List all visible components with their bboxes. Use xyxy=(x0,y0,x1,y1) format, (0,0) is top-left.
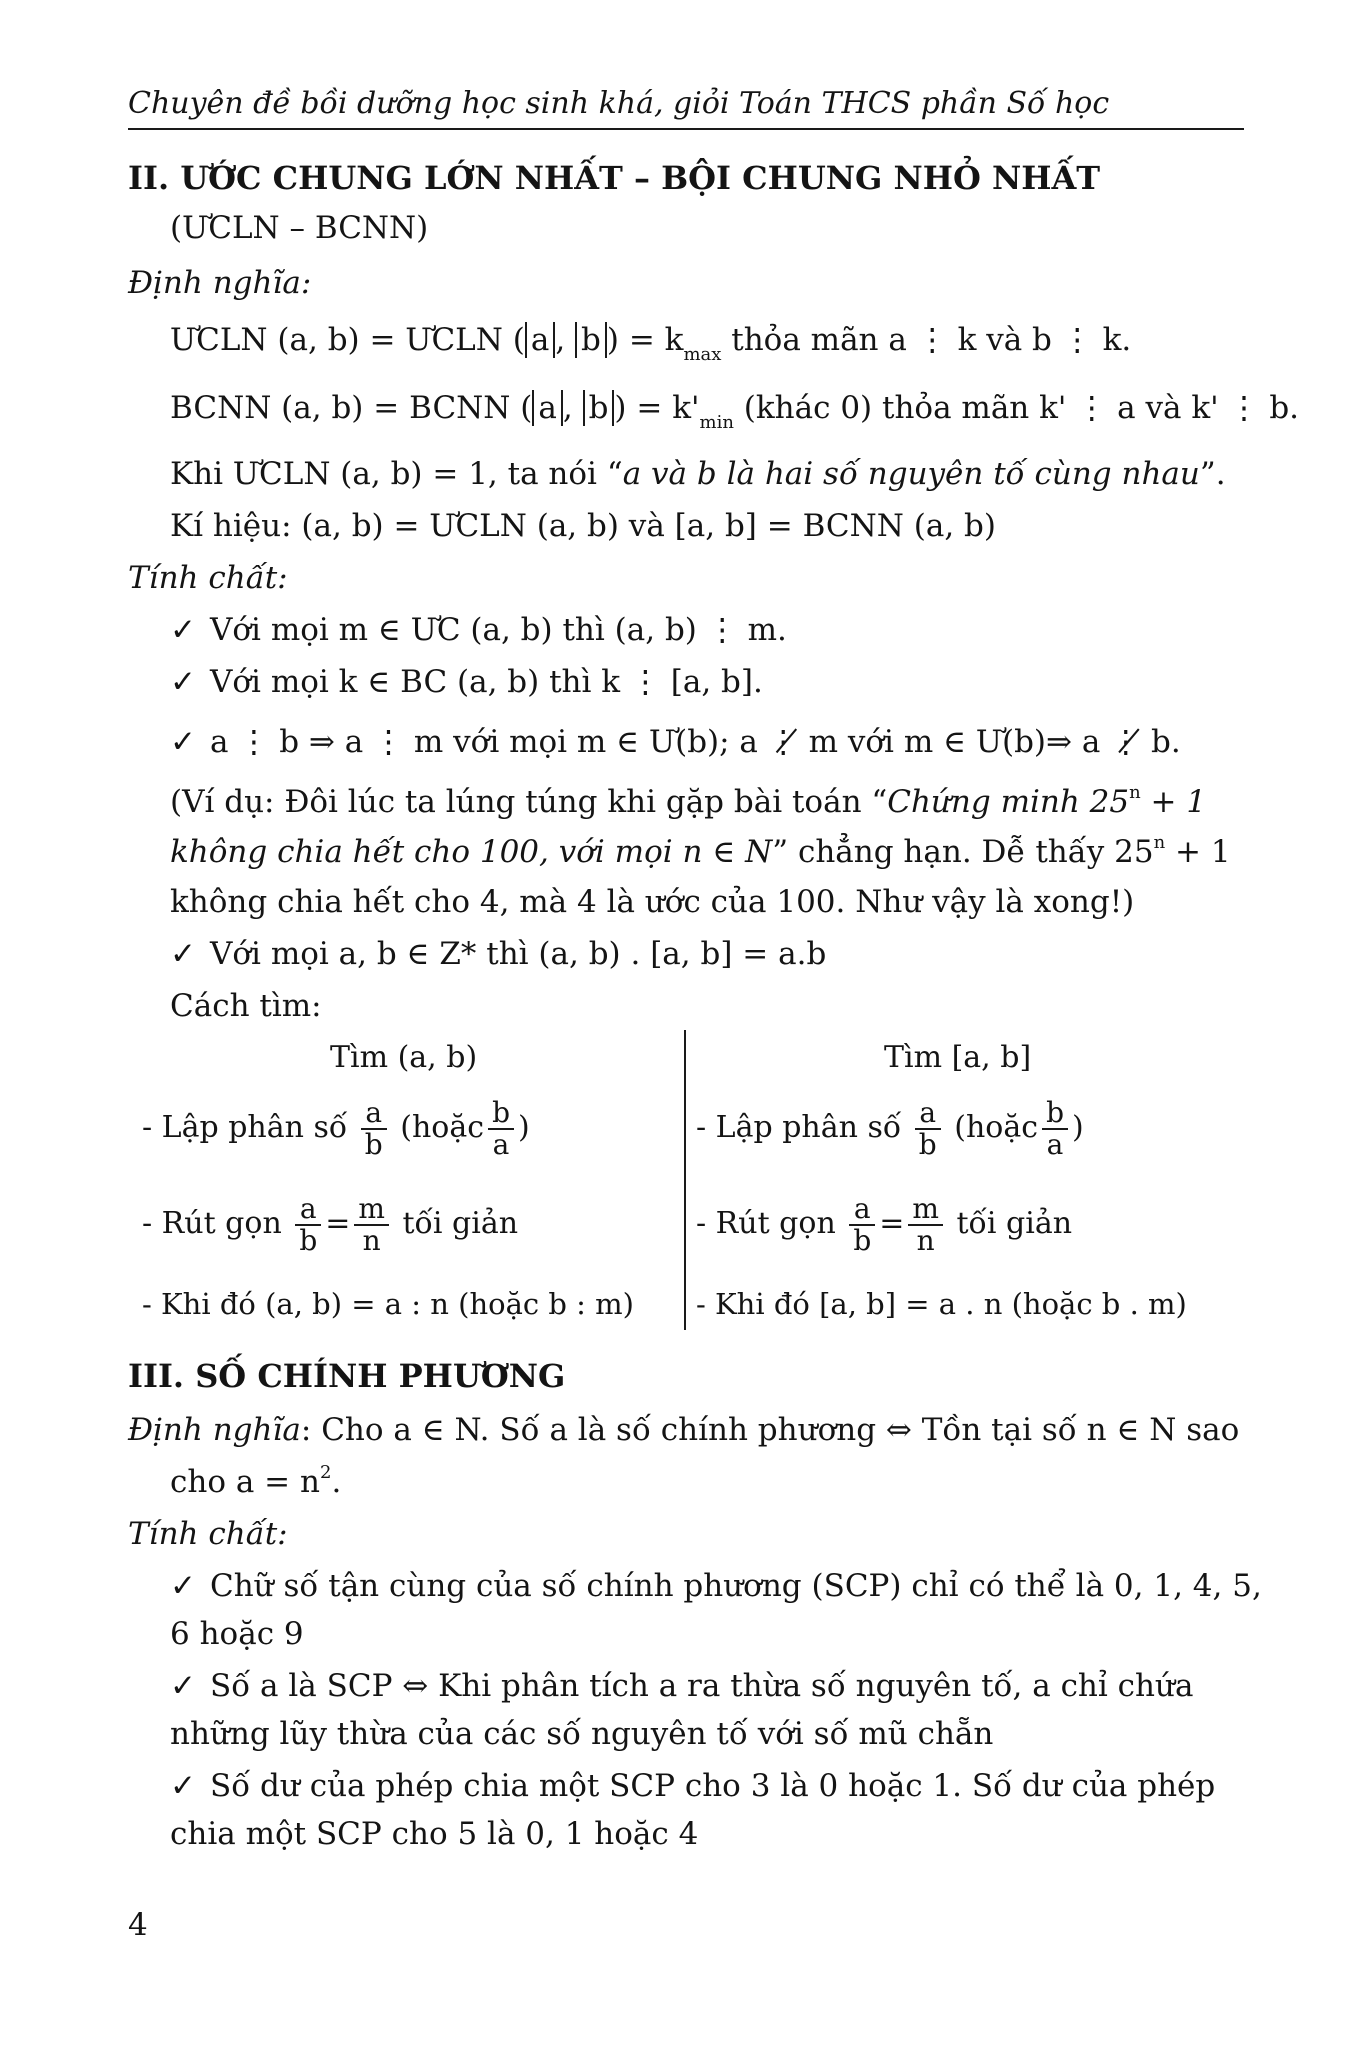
numerator: b xyxy=(1042,1098,1068,1130)
denominator: n xyxy=(916,1224,935,1257)
check-icon: ✓ xyxy=(170,936,196,972)
coprime-statement xyxy=(170,454,1226,494)
subscript-max: max xyxy=(683,344,722,365)
example-l1-pre: (Ví dụ: Đôi lúc ta lúng túng khi gặp bài toán “ xyxy=(170,784,888,820)
properties-label: Tính chất: xyxy=(128,560,288,596)
square-property-2-cont: những lũy thừa của các số nguyên tố với số mũ chẵn xyxy=(170,1716,994,1752)
check-icon: ✓ xyxy=(170,1768,196,1804)
check-icon: ✓ xyxy=(170,724,196,760)
example-line-3: không chia hết cho 4, mà 4 là ước của 100. Như vậy là xong!) xyxy=(170,884,1135,920)
fraction-a-over-b xyxy=(915,1098,941,1160)
definition-label-text: Định nghĩa xyxy=(128,265,301,301)
property-4-text: Với mọi a, b ∈ Z* thì (a, b) . [a, b] = a.b xyxy=(210,936,827,972)
denominator: b xyxy=(364,1128,383,1161)
table-right-row-1 xyxy=(696,1098,1084,1160)
denominator: n xyxy=(362,1224,381,1257)
superscript-2: 2 xyxy=(319,1462,332,1483)
page-number: 4 xyxy=(128,1907,148,1943)
square-p2-l1: Số a là SCP ⇔ Khi phân tích a ra thừa số nguyên tố, a chỉ chứa xyxy=(210,1668,1194,1704)
property-3-text: a ⋮ b ⇒ a ⋮ m với mọi m ∈ Ư(b); a ⋮̸ m với m ∈ Ư(b)⇒ a ⋮̸ b. xyxy=(210,724,1181,760)
property-1 xyxy=(170,610,787,650)
check-icon: ✓ xyxy=(170,1568,196,1604)
numerator: b xyxy=(488,1098,514,1130)
square-def-l2-pre: cho a = n xyxy=(170,1464,320,1500)
section-3-title: III. SỐ CHÍNH PHƯƠNG xyxy=(128,1357,566,1395)
gcd-definition xyxy=(170,320,1131,365)
square-definition-line-2 xyxy=(170,1462,341,1507)
denominator: a xyxy=(1046,1128,1064,1161)
row1-pre: - Lập phân số xyxy=(696,1110,902,1145)
example-line-1 xyxy=(170,782,1206,827)
check-icon: ✓ xyxy=(170,664,196,700)
lcm-definition xyxy=(170,388,1299,433)
check-icon: ✓ xyxy=(170,612,196,648)
fraction-a-over-b xyxy=(361,1098,387,1160)
header-rule xyxy=(128,128,1244,130)
numerator: a xyxy=(849,1194,875,1226)
abs-b: b xyxy=(575,322,607,358)
table-right-row-2 xyxy=(696,1194,1072,1256)
numerator: a xyxy=(361,1098,387,1130)
table-left-row-3: - Khi đó (a, b) = a : n (hoặc b : m) xyxy=(142,1287,634,1321)
comma: , xyxy=(555,322,576,358)
denominator: b xyxy=(299,1224,318,1257)
coprime-italic: a và b là hai số nguyên tố cùng nhau xyxy=(622,456,1200,492)
row1-pre: - Lập phân số xyxy=(142,1110,348,1145)
square-property-1 xyxy=(170,1566,1262,1606)
running-head: Chuyên đề bồi dưỡng học sinh khá, giỏi Toán THCS phần Số học xyxy=(128,86,1110,121)
row1-post: ) xyxy=(518,1110,530,1145)
example-l2-italic: không chia hết cho 100, với mọi n ∈ N xyxy=(170,834,773,870)
example-l1-italic-2: + 1 xyxy=(1140,784,1207,820)
abs-b: b xyxy=(583,390,615,426)
comma: , xyxy=(562,390,583,426)
method-label: Cách tìm: xyxy=(170,988,322,1024)
coprime-pre: Khi ƯCLN (a, b) = 1, ta nói “ xyxy=(170,456,623,492)
section-2-subtitle: (ƯCLN – BCNN) xyxy=(170,210,429,246)
property-3 xyxy=(170,722,1181,762)
example-l1-italic: Chứng minh 25 xyxy=(887,784,1130,820)
square-p1-l1: Chữ số tận cùng của số chính phương (SCP) chỉ có thể là 0, 1, 4, 5, xyxy=(210,1568,1262,1604)
abs-a: a xyxy=(532,390,562,426)
coprime-post: ”. xyxy=(1199,456,1226,492)
square-p3-l1: Số dư của phép chia một SCP cho 3 là 0 hoặc 1. Số dư của phép xyxy=(210,1768,1216,1804)
property-1-text: Với mọi m ∈ ƯC (a, b) thì (a, b) ⋮ m. xyxy=(210,612,787,648)
lcm-def-rhs: ) = k' xyxy=(614,390,700,426)
fraction-b-over-a xyxy=(488,1098,514,1160)
abs-a: a xyxy=(525,322,555,358)
gcd-def-rhs: ) = k xyxy=(606,322,684,358)
row2-pre: - Rút gọn xyxy=(142,1206,282,1241)
example-line-2 xyxy=(170,832,1231,877)
table-right-row-3: - Khi đó [a, b] = a . n (hoặc b . m) xyxy=(696,1287,1187,1321)
property-2 xyxy=(170,662,763,702)
row1-mid: (hoặc xyxy=(954,1110,1039,1145)
square-def-text: : Cho a ∈ N. Số a là số chính phương ⇔ Tồn tại số n ∈ N sao xyxy=(300,1412,1240,1448)
denominator: b xyxy=(918,1128,937,1161)
gcd-def-lhs: ƯCLN (a, b) = ƯCLN ( xyxy=(170,322,525,358)
numerator: m xyxy=(354,1194,389,1226)
square-properties-label: Tính chất: xyxy=(128,1516,288,1552)
property-4 xyxy=(170,934,826,974)
row2-pre: - Rút gọn xyxy=(696,1206,836,1241)
square-property-3 xyxy=(170,1766,1215,1806)
fraction-b-over-a xyxy=(1042,1098,1068,1160)
property-2-text: Với mọi k ∈ BC (a, b) thì k ⋮ [a, b]. xyxy=(210,664,763,700)
table-left-header: Tìm (a, b) xyxy=(330,1040,478,1075)
fraction-a-over-b xyxy=(295,1194,321,1256)
fraction-m-over-n xyxy=(354,1194,389,1256)
equals-sign: = xyxy=(879,1206,905,1241)
square-definition-line-1 xyxy=(128,1410,1239,1450)
section-2-title: II. ƯỚC CHUNG LỚN NHẤT – BỘI CHUNG NHỎ NHẤT xyxy=(128,159,1101,197)
table-left-row-2 xyxy=(142,1194,518,1256)
denominator: a xyxy=(492,1128,510,1161)
lcm-def-lhs: BCNN (a, b) = BCNN ( xyxy=(170,390,533,426)
lcm-def-tail: (khác 0) thỏa mãn k' ⋮ a và k' ⋮ b. xyxy=(733,390,1300,426)
table-column-divider xyxy=(684,1030,686,1330)
square-def-l2-post: . xyxy=(331,1464,342,1500)
numerator: m xyxy=(908,1194,943,1226)
fraction-m-over-n xyxy=(908,1194,943,1256)
equals-sign: = xyxy=(325,1206,351,1241)
table-left-row-1 xyxy=(142,1098,530,1160)
notation-line: Kí hiệu: (a, b) = ƯCLN (a, b) và [a, b] = BCNN (a, b) xyxy=(170,508,996,544)
row1-mid: (hoặc xyxy=(400,1110,485,1145)
gcd-def-tail: thỏa mãn a ⋮ k và b ⋮ k. xyxy=(721,322,1132,358)
definition-label: Định nghĩa xyxy=(128,1412,301,1448)
superscript-n: n xyxy=(1129,782,1141,803)
definition-label: Định nghĩa: xyxy=(128,265,312,301)
subscript-min: min xyxy=(699,412,734,433)
row2-post: tối giản xyxy=(956,1206,1073,1241)
numerator: a xyxy=(915,1098,941,1130)
check-icon: ✓ xyxy=(170,1668,196,1704)
fraction-a-over-b xyxy=(849,1194,875,1256)
numerator: a xyxy=(295,1194,321,1226)
example-l2-tail: + 1 xyxy=(1165,834,1231,870)
square-property-2 xyxy=(170,1666,1193,1706)
denominator: b xyxy=(853,1224,872,1257)
square-property-1-cont: 6 hoặc 9 xyxy=(170,1616,304,1652)
table-right-header: Tìm [a, b] xyxy=(884,1040,1032,1075)
square-property-3-cont: chia một SCP cho 5 là 0, 1 hoặc 4 xyxy=(170,1816,699,1852)
example-l2-post: ” chẳng hạn. Dễ thấy 25 xyxy=(772,834,1154,870)
row2-post: tối giản xyxy=(402,1206,519,1241)
row1-post: ) xyxy=(1072,1110,1084,1145)
superscript-n: n xyxy=(1153,832,1166,853)
